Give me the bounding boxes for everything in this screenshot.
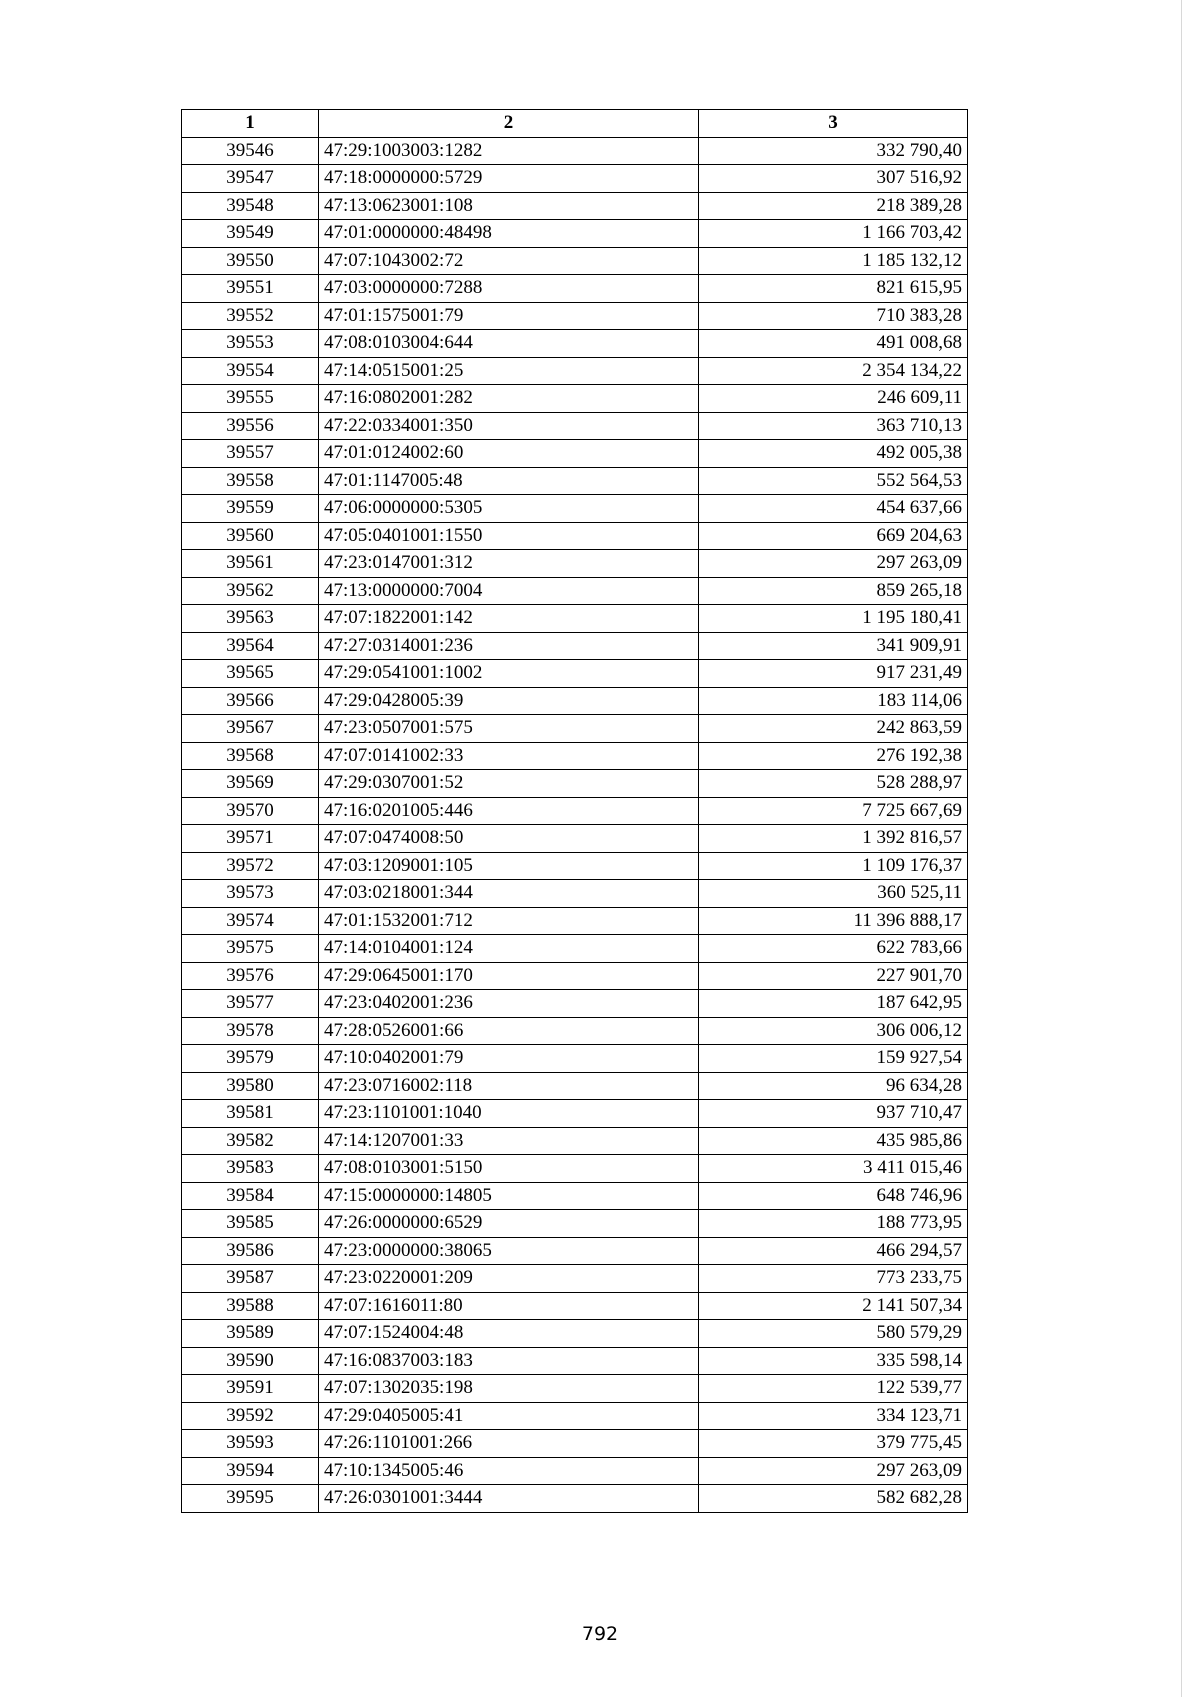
page-edge <box>1181 0 1200 1697</box>
table-row <box>182 797 968 825</box>
cadastral-number-cell: 47:10:1345005:46 <box>319 1457 699 1485</box>
cadastral-number-cell: 47:15:0000000:14805 <box>319 1182 699 1210</box>
table-row <box>182 1127 968 1155</box>
row-number-cell: 39578 <box>182 1017 319 1045</box>
row-number-cell: 39581 <box>182 1100 319 1128</box>
row-number-cell: 39558 <box>182 467 319 495</box>
cadastral-number-cell: 47:23:0716002:118 <box>319 1072 699 1100</box>
row-number-cell: 39585 <box>182 1210 319 1238</box>
value-cell: 242 863,59 <box>699 715 968 743</box>
value-cell: 1 166 703,42 <box>699 220 968 248</box>
cadastral-number-cell: 47:13:0000000:7004 <box>319 577 699 605</box>
cadastral-number-cell: 47:28:0526001:66 <box>319 1017 699 1045</box>
cadastral-number-cell: 47:01:1575001:79 <box>319 302 699 330</box>
row-number-cell: 39595 <box>182 1485 319 1513</box>
row-number-cell: 39553 <box>182 330 319 358</box>
value-cell: 622 783,66 <box>699 935 968 963</box>
table-row <box>182 220 968 248</box>
row-number-cell: 39568 <box>182 742 319 770</box>
table-row <box>182 825 968 853</box>
cadastral-number-cell: 47:05:0401001:1550 <box>319 522 699 550</box>
table-row <box>182 742 968 770</box>
cadastral-number-cell: 47:22:0334001:350 <box>319 412 699 440</box>
cadastral-number-cell: 47:07:1616011:80 <box>319 1292 699 1320</box>
cadastral-number-cell: 47:13:0623001:108 <box>319 192 699 220</box>
row-number-cell: 39547 <box>182 165 319 193</box>
row-number-cell: 39548 <box>182 192 319 220</box>
cadastral-number-cell: 47:23:0220001:209 <box>319 1265 699 1293</box>
value-cell: 435 985,86 <box>699 1127 968 1155</box>
cadastral-number-cell: 47:07:1043002:72 <box>319 247 699 275</box>
value-cell: 528 288,97 <box>699 770 968 798</box>
value-cell: 306 006,12 <box>699 1017 968 1045</box>
cadastral-number-cell: 47:07:1302035:198 <box>319 1375 699 1403</box>
cadastral-number-cell: 47:23:0147001:312 <box>319 550 699 578</box>
row-number-cell: 39589 <box>182 1320 319 1348</box>
value-cell: 332 790,40 <box>699 137 968 165</box>
value-cell: 648 746,96 <box>699 1182 968 1210</box>
table-row <box>182 852 968 880</box>
row-number-cell: 39590 <box>182 1347 319 1375</box>
value-cell: 96 634,28 <box>699 1072 968 1100</box>
table-body <box>182 137 968 1512</box>
row-number-cell: 39580 <box>182 1072 319 1100</box>
table-row <box>182 1237 968 1265</box>
table-row <box>182 577 968 605</box>
cadastral-number-cell: 47:23:0000000:38065 <box>319 1237 699 1265</box>
value-cell: 2 141 507,34 <box>699 1292 968 1320</box>
cadastral-number-cell: 47:26:0301001:3444 <box>319 1485 699 1513</box>
table-row <box>182 440 968 468</box>
value-cell: 335 598,14 <box>699 1347 968 1375</box>
value-cell: 1 392 816,57 <box>699 825 968 853</box>
row-number-cell: 39579 <box>182 1045 319 1073</box>
value-cell: 491 008,68 <box>699 330 968 358</box>
row-number-cell: 39577 <box>182 990 319 1018</box>
table-row <box>182 330 968 358</box>
row-number-cell: 39594 <box>182 1457 319 1485</box>
table-row <box>182 137 968 165</box>
row-number-cell: 39592 <box>182 1402 319 1430</box>
table-row <box>182 467 968 495</box>
row-number-cell: 39551 <box>182 275 319 303</box>
value-cell: 3 411 015,46 <box>699 1155 968 1183</box>
cadastral-number-cell: 47:10:0402001:79 <box>319 1045 699 1073</box>
table-row <box>182 165 968 193</box>
cadastral-number-cell: 47:14:0104001:124 <box>319 935 699 963</box>
value-cell: 307 516,92 <box>699 165 968 193</box>
table-row <box>182 1375 968 1403</box>
table-row <box>182 632 968 660</box>
row-number-cell: 39559 <box>182 495 319 523</box>
row-number-cell: 39570 <box>182 797 319 825</box>
cadastral-number-cell: 47:03:0218001:344 <box>319 880 699 908</box>
row-number-cell: 39584 <box>182 1182 319 1210</box>
value-cell: 183 114,06 <box>699 687 968 715</box>
value-cell: 218 389,28 <box>699 192 968 220</box>
table-row <box>182 247 968 275</box>
cadastral-number-cell: 47:23:0402001:236 <box>319 990 699 1018</box>
row-number-cell: 39582 <box>182 1127 319 1155</box>
row-number-cell: 39569 <box>182 770 319 798</box>
cadastral-number-cell: 47:07:1524004:48 <box>319 1320 699 1348</box>
column-header-3: 3 <box>699 110 968 138</box>
row-number-cell: 39560 <box>182 522 319 550</box>
cadastral-number-cell: 47:03:0000000:7288 <box>319 275 699 303</box>
cadastral-number-cell: 47:16:0837003:183 <box>319 1347 699 1375</box>
table-row <box>182 1045 968 1073</box>
table-row <box>182 1402 968 1430</box>
table-row <box>182 1072 968 1100</box>
value-cell: 1 195 180,41 <box>699 605 968 633</box>
table-row <box>182 275 968 303</box>
value-cell: 379 775,45 <box>699 1430 968 1458</box>
value-cell: 7 725 667,69 <box>699 797 968 825</box>
table-row <box>182 660 968 688</box>
table-row <box>182 1292 968 1320</box>
row-number-cell: 39561 <box>182 550 319 578</box>
value-cell: 341 909,91 <box>699 632 968 660</box>
cadastral-number-cell: 47:16:0802001:282 <box>319 385 699 413</box>
cadastral-number-cell: 47:26:0000000:6529 <box>319 1210 699 1238</box>
table-row <box>182 1155 968 1183</box>
cadastral-number-cell: 47:08:0103004:644 <box>319 330 699 358</box>
row-number-cell: 39557 <box>182 440 319 468</box>
row-number-cell: 39575 <box>182 935 319 963</box>
table-row <box>182 495 968 523</box>
table-row <box>182 907 968 935</box>
cadastral-number-cell: 47:18:0000000:5729 <box>319 165 699 193</box>
table-row <box>182 550 968 578</box>
value-cell: 187 642,95 <box>699 990 968 1018</box>
value-cell: 122 539,77 <box>699 1375 968 1403</box>
value-cell: 552 564,53 <box>699 467 968 495</box>
cadastral-number-cell: 47:29:0428005:39 <box>319 687 699 715</box>
cadastral-number-cell: 47:01:0124002:60 <box>319 440 699 468</box>
value-cell: 710 383,28 <box>699 302 968 330</box>
row-number-cell: 39567 <box>182 715 319 743</box>
value-cell: 276 192,38 <box>699 742 968 770</box>
value-cell: 821 615,95 <box>699 275 968 303</box>
data-table <box>181 109 968 1513</box>
cadastral-number-cell: 47:01:1147005:48 <box>319 467 699 495</box>
cadastral-number-cell: 47:23:0507001:575 <box>319 715 699 743</box>
value-cell: 582 682,28 <box>699 1485 968 1513</box>
cadastral-number-cell: 47:06:0000000:5305 <box>319 495 699 523</box>
table-row <box>182 1430 968 1458</box>
cadastral-number-cell: 47:08:0103001:5150 <box>319 1155 699 1183</box>
table-row <box>182 1017 968 1045</box>
table-row <box>182 357 968 385</box>
row-number-cell: 39552 <box>182 302 319 330</box>
row-number-cell: 39566 <box>182 687 319 715</box>
value-cell: 1 185 132,12 <box>699 247 968 275</box>
value-cell: 773 233,75 <box>699 1265 968 1293</box>
column-header-1: 1 <box>182 110 319 138</box>
cadastral-number-cell: 47:14:1207001:33 <box>319 1127 699 1155</box>
value-cell: 466 294,57 <box>699 1237 968 1265</box>
table-row <box>182 770 968 798</box>
table-row <box>182 1457 968 1485</box>
value-cell: 859 265,18 <box>699 577 968 605</box>
cadastral-number-cell: 47:29:0645001:170 <box>319 962 699 990</box>
value-cell: 188 773,95 <box>699 1210 968 1238</box>
row-number-cell: 39546 <box>182 137 319 165</box>
row-number-cell: 39588 <box>182 1292 319 1320</box>
table-row <box>182 412 968 440</box>
cadastral-number-cell: 47:03:1209001:105 <box>319 852 699 880</box>
cadastral-number-cell: 47:16:0201005:446 <box>319 797 699 825</box>
table-header-row <box>182 110 968 138</box>
value-cell: 492 005,38 <box>699 440 968 468</box>
cadastral-number-cell: 47:01:0000000:48498 <box>319 220 699 248</box>
value-cell: 937 710,47 <box>699 1100 968 1128</box>
table-row <box>182 935 968 963</box>
value-cell: 454 637,66 <box>699 495 968 523</box>
value-cell: 1 109 176,37 <box>699 852 968 880</box>
value-cell: 580 579,29 <box>699 1320 968 1348</box>
row-number-cell: 39572 <box>182 852 319 880</box>
value-cell: 669 204,63 <box>699 522 968 550</box>
cadastral-number-cell: 47:01:1532001:712 <box>319 907 699 935</box>
row-number-cell: 39550 <box>182 247 319 275</box>
value-cell: 917 231,49 <box>699 660 968 688</box>
value-cell: 246 609,11 <box>699 385 968 413</box>
table-row <box>182 1210 968 1238</box>
row-number-cell: 39576 <box>182 962 319 990</box>
table-row <box>182 605 968 633</box>
table-row <box>182 1100 968 1128</box>
table-row <box>182 687 968 715</box>
cadastral-number-cell: 47:29:0405005:41 <box>319 1402 699 1430</box>
cadastral-number-cell: 47:29:0307001:52 <box>319 770 699 798</box>
row-number-cell: 39571 <box>182 825 319 853</box>
cadastral-number-cell: 47:29:1003003:1282 <box>319 137 699 165</box>
cadastral-number-cell: 47:07:0141002:33 <box>319 742 699 770</box>
cadastral-number-cell: 47:29:0541001:1002 <box>319 660 699 688</box>
table-row <box>182 990 968 1018</box>
value-cell: 297 263,09 <box>699 550 968 578</box>
table-row <box>182 1347 968 1375</box>
row-number-cell: 39587 <box>182 1265 319 1293</box>
table-row <box>182 1182 968 1210</box>
row-number-cell: 39556 <box>182 412 319 440</box>
cadastral-number-cell: 47:23:1101001:1040 <box>319 1100 699 1128</box>
column-header-2: 2 <box>319 110 699 138</box>
cadastral-number-cell: 47:07:1822001:142 <box>319 605 699 633</box>
value-cell: 2 354 134,22 <box>699 357 968 385</box>
row-number-cell: 39573 <box>182 880 319 908</box>
cadastral-number-cell: 47:27:0314001:236 <box>319 632 699 660</box>
row-number-cell: 39586 <box>182 1237 319 1265</box>
row-number-cell: 39574 <box>182 907 319 935</box>
row-number-cell: 39591 <box>182 1375 319 1403</box>
value-cell: 360 525,11 <box>699 880 968 908</box>
table-row <box>182 192 968 220</box>
cadastral-number-cell: 47:07:0474008:50 <box>319 825 699 853</box>
table-row <box>182 962 968 990</box>
table-row <box>182 880 968 908</box>
cadastral-number-cell: 47:26:1101001:266 <box>319 1430 699 1458</box>
table-row <box>182 1265 968 1293</box>
row-number-cell: 39565 <box>182 660 319 688</box>
row-number-cell: 39554 <box>182 357 319 385</box>
value-cell: 297 263,09 <box>699 1457 968 1485</box>
row-number-cell: 39563 <box>182 605 319 633</box>
row-number-cell: 39564 <box>182 632 319 660</box>
cadastral-number-cell: 47:14:0515001:25 <box>319 357 699 385</box>
table-row <box>182 522 968 550</box>
row-number-cell: 39562 <box>182 577 319 605</box>
table-row <box>182 385 968 413</box>
page-number: 792 <box>581 1623 619 1645</box>
row-number-cell: 39549 <box>182 220 319 248</box>
table-row <box>182 1485 968 1513</box>
value-cell: 363 710,13 <box>699 412 968 440</box>
value-cell: 227 901,70 <box>699 962 968 990</box>
value-cell: 159 927,54 <box>699 1045 968 1073</box>
table-row <box>182 715 968 743</box>
row-number-cell: 39555 <box>182 385 319 413</box>
table-row <box>182 1320 968 1348</box>
value-cell: 11 396 888,17 <box>699 907 968 935</box>
value-cell: 334 123,71 <box>699 1402 968 1430</box>
row-number-cell: 39593 <box>182 1430 319 1458</box>
row-number-cell: 39583 <box>182 1155 319 1183</box>
table-row <box>182 302 968 330</box>
